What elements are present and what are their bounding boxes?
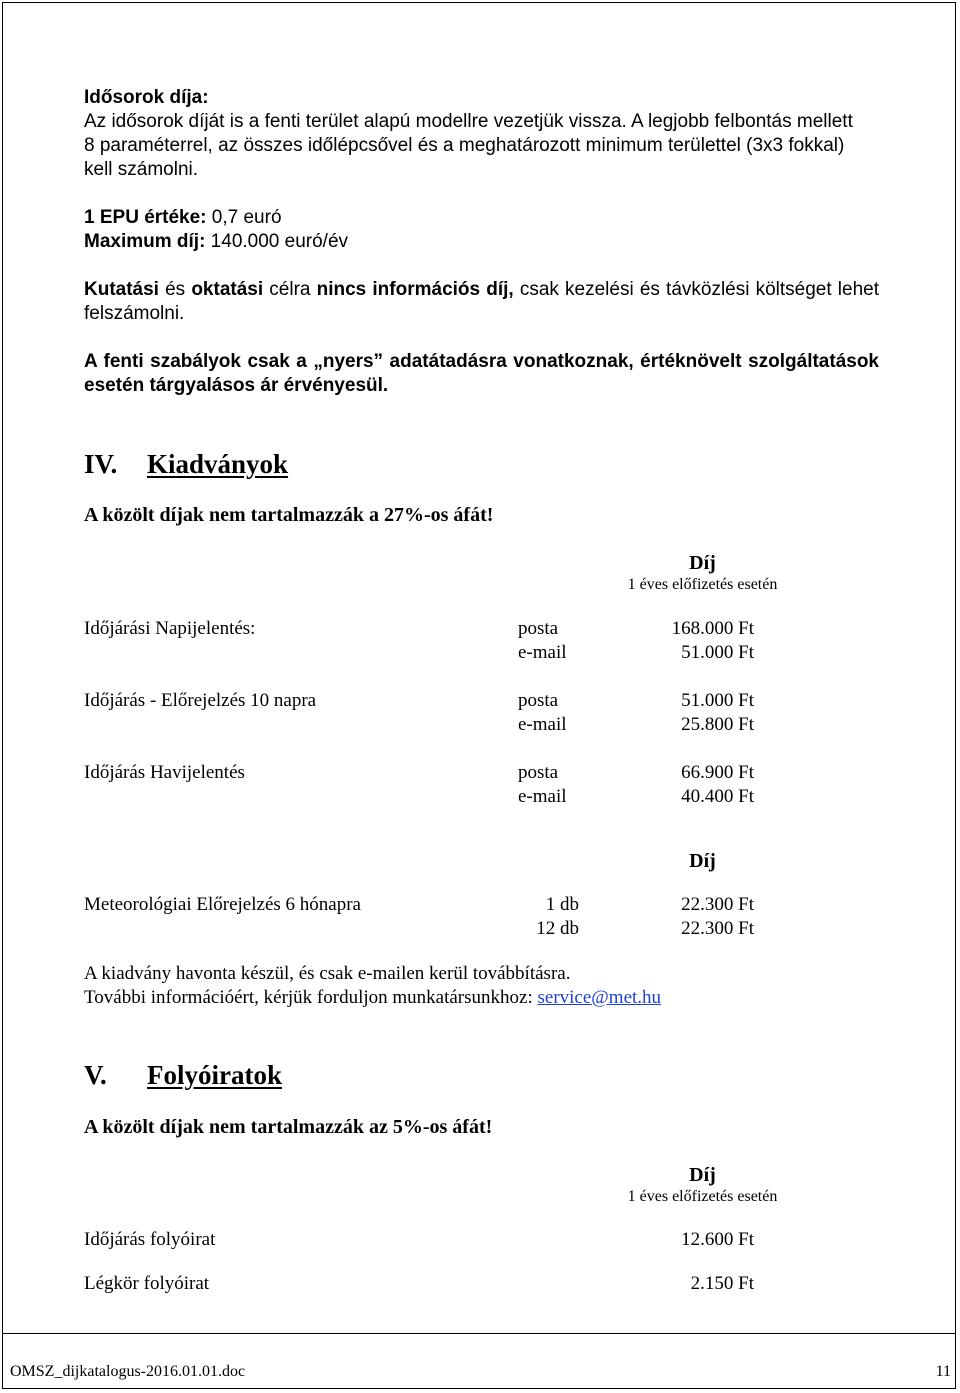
fee-subheader-journals: 1 éves előfizetés esetén [627, 1188, 778, 1205]
publication-name: Időjárási Napijelentés: [84, 618, 256, 639]
section-heading-v [84, 1059, 282, 1091]
quantity: 12 db [536, 918, 579, 939]
section-number-iv: IV. [84, 449, 118, 479]
price: 51.000 Ft [681, 690, 754, 711]
footer-filename: OMSZ_dijkatalogus-2016.01.01.doc [10, 1363, 246, 1380]
idosorok-text-line-3: kell számolni. [84, 159, 199, 180]
fee-header: Díj [689, 552, 716, 574]
contact-note [84, 986, 661, 1010]
section-title-idosorok: Idősorok díja: [84, 87, 209, 108]
epu-value-line [84, 206, 282, 230]
research-text-2: célra [263, 279, 317, 300]
publication-name: Időjárás Havijelentés [84, 762, 245, 783]
delivery-channel: e-mail [518, 642, 567, 663]
price: 2.150 Ft [690, 1273, 754, 1294]
max-fee-value: 140.000 euró/év [205, 231, 349, 252]
publication-note: A kiadvány havonta készül, és csak e-mailen kerül továbbításra. [84, 963, 571, 984]
section-title-folyoiratok: Folyóiratok [147, 1060, 282, 1090]
fee-header-forecast: Díj [689, 850, 716, 872]
footer-page-number: 11 [935, 1363, 951, 1380]
research-text-3: csak kezelési és távközlési költséget lehet felszámolni. [84, 279, 880, 324]
delivery-channel: posta [518, 690, 559, 711]
price: 168.000 Ft [671, 618, 754, 639]
max-fee-label: Maximum díj: [84, 231, 206, 252]
fee-header-journals: Díj [689, 1164, 716, 1186]
section-title-kiadvanyok: Kiadványok [147, 449, 289, 479]
vat-note-5: A közölt díjak nem tartalmazzák az 5%-os áfát! [84, 1116, 493, 1138]
idosorok-text-line-2: 8 paraméterrel, az összes időlépcsővel és a meghatározott minimum területtel (3x3 fokkal) [84, 135, 845, 156]
contact-text: További információért, kérjük forduljon munkatársunkhoz: [84, 987, 538, 1008]
research-bold-2: oktatási [191, 279, 264, 300]
research-bold-3: nincs információs díj, [316, 279, 514, 300]
epu-label: 1 EPU értéke: [84, 207, 207, 228]
price: 25.800 Ft [681, 714, 754, 735]
footer-divider [2, 1333, 956, 1334]
rules-note: A fenti szabályok csak a „nyers” adatátadásra vonatkoznak, értéknövelt szolgáltatások esetén tárgyalásos ár érvényesül. [84, 351, 879, 396]
section-number-v: V. [84, 1060, 107, 1090]
contact-email-link[interactable]: service@met.hu [537, 987, 662, 1008]
fee-subheader: 1 éves előfizetés esetén [627, 576, 778, 593]
vat-note-27: A közölt díjak nem tartalmazzák a 27%-os áfát! [84, 504, 494, 526]
research-bold-1: Kutatási [84, 279, 159, 300]
section-heading-iv [84, 448, 288, 480]
quantity: 1 db [545, 894, 579, 915]
price: 12.600 Ft [681, 1229, 754, 1250]
journal-name: Időjárás folyóirat [84, 1229, 216, 1250]
price: 66.900 Ft [681, 762, 754, 783]
publication-name: Időjárás - Előrejelzés 10 napra [84, 690, 317, 711]
delivery-channel: e-mail [518, 714, 567, 735]
epu-value: 0,7 euró [206, 207, 282, 228]
research-text-1: és [158, 279, 192, 300]
price: 40.400 Ft [681, 786, 754, 807]
journal-name: Légkör folyóirat [84, 1273, 210, 1294]
price: 22.300 Ft [681, 918, 754, 939]
delivery-channel: posta [518, 762, 559, 783]
delivery-channel: e-mail [518, 786, 567, 807]
research-paragraph [84, 278, 879, 326]
price: 51.000 Ft [681, 642, 754, 663]
delivery-channel: posta [518, 618, 559, 639]
idosorok-text-line-1: Az idősorok díját is a fenti terület alapú modellre vezetjük vissza. A legjobb felbontás mellett [84, 111, 853, 132]
price: 22.300 Ft [681, 894, 754, 915]
max-fee-line [84, 230, 348, 254]
publication-name-forecast: Meteorológiai Előrejelzés 6 hónapra [84, 894, 361, 915]
